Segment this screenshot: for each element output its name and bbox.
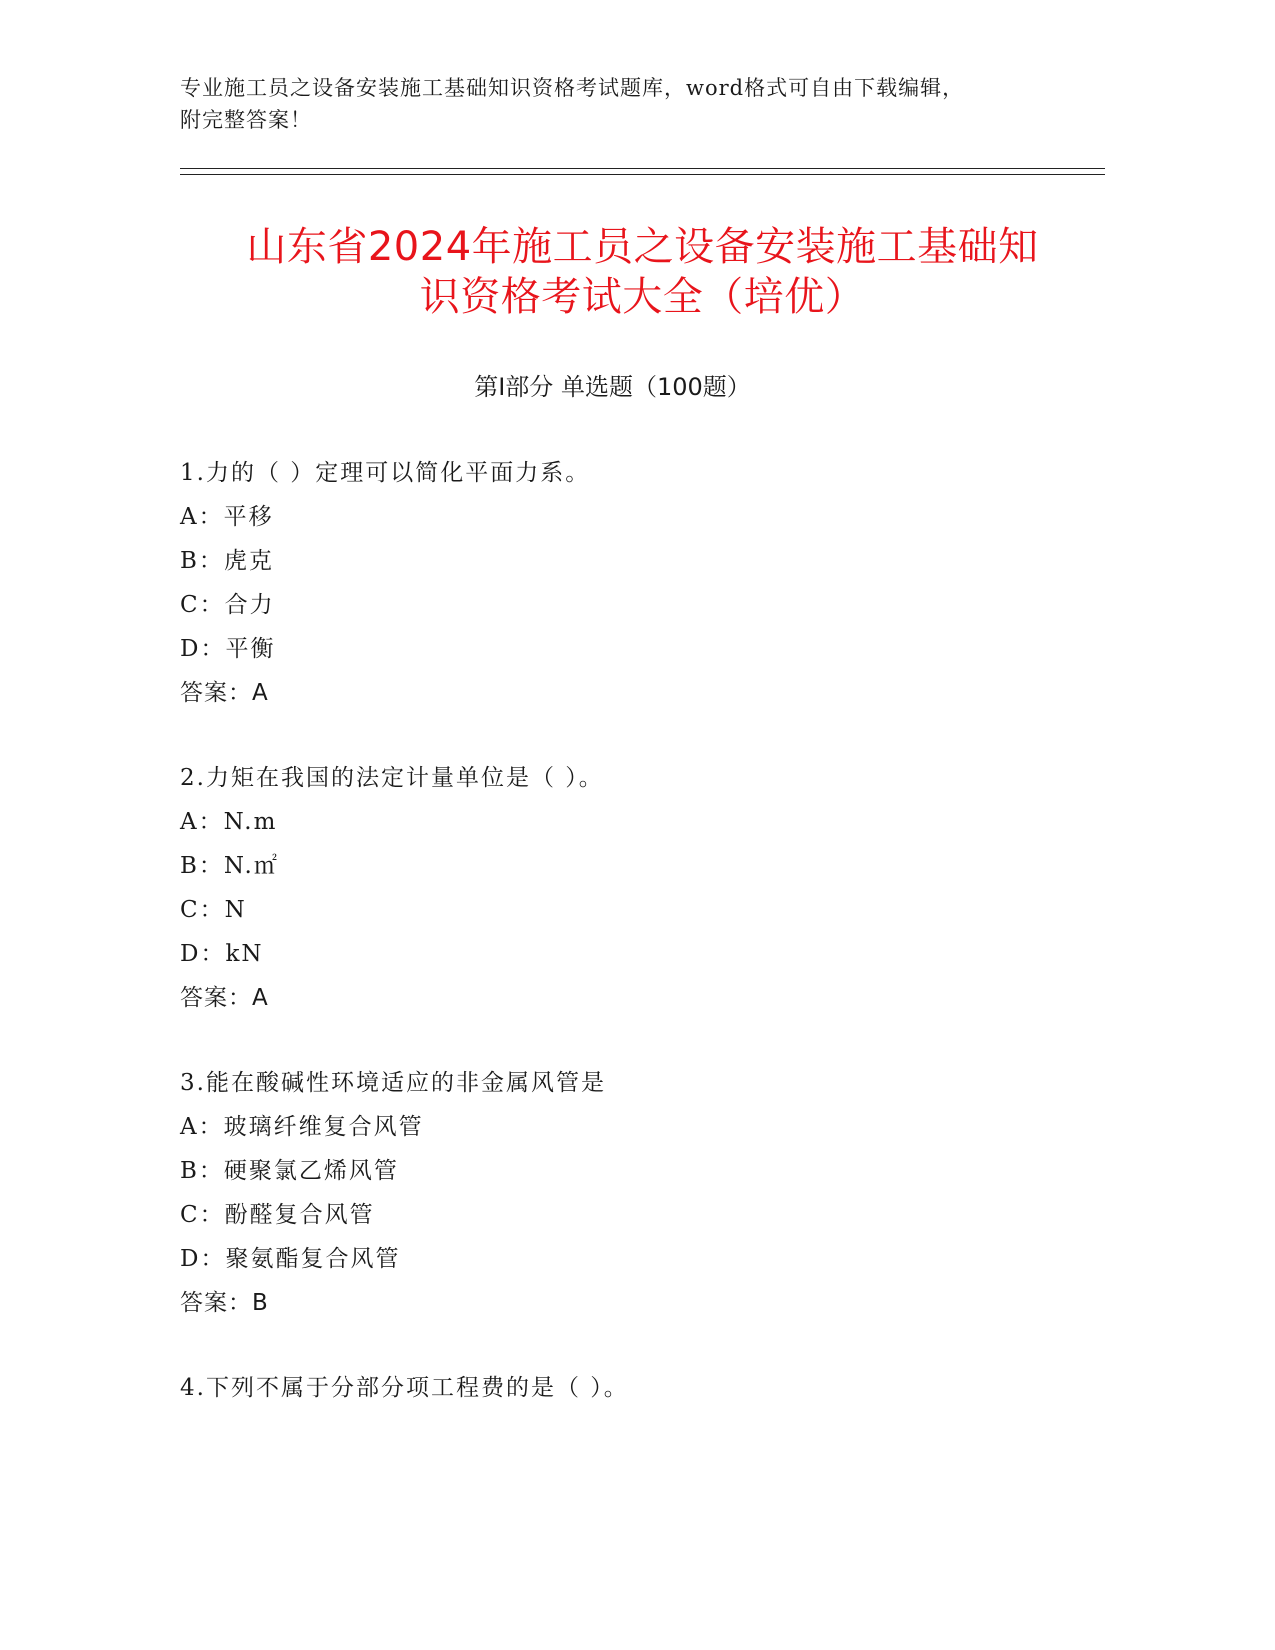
document-title-line2: 识资格考试大全（培优） xyxy=(419,274,866,320)
header-note xyxy=(180,72,1100,136)
answer: 答案：B xyxy=(180,1290,269,1316)
option-a: A：N.m xyxy=(180,809,278,835)
option-a: A：玻璃纤维复合风管 xyxy=(180,1114,424,1140)
question-stem: 1.力的（ ）定理可以简化平面力系。 xyxy=(180,460,591,486)
option-c: C：酚醛复合风管 xyxy=(180,1202,375,1228)
option-b: B：虎克 xyxy=(180,548,274,574)
document-title xyxy=(180,222,1105,322)
option-c: C：N xyxy=(180,897,247,923)
question-2 xyxy=(180,763,1080,1027)
option-a: A：平移 xyxy=(180,504,274,530)
question-4 xyxy=(180,1373,1080,1417)
question-3 xyxy=(180,1068,1080,1332)
section-title: 第Ⅰ部分 单选题（100题） xyxy=(474,373,751,401)
question-stem: 3.能在酸碱性环境适应的非金属风管是 xyxy=(180,1070,606,1096)
option-b: B：硬聚氯乙烯风管 xyxy=(180,1158,399,1184)
option-d: D：平衡 xyxy=(180,636,276,662)
question-stem: 2.力矩在我国的法定计量单位是（ ）。 xyxy=(180,765,604,791)
answer: 答案：A xyxy=(180,680,269,706)
option-c: C：合力 xyxy=(180,592,275,618)
header-divider-bottom xyxy=(180,174,1105,175)
answer: 答案：A xyxy=(180,985,269,1011)
option-d: D：聚氨酯复合风管 xyxy=(180,1246,401,1272)
header-divider-top xyxy=(180,168,1105,169)
question-stem: 4.下列不属于分部分项工程费的是（ ）。 xyxy=(180,1375,629,1401)
option-b: B：N.㎡ xyxy=(180,853,279,879)
option-d: D：kN xyxy=(180,941,264,967)
header-note-line2: 附完整答案！ xyxy=(180,108,312,132)
document-title-line1: 山东省2024年施工员之设备安装施工基础知 xyxy=(246,224,1039,270)
header-note-line1: 专业施工员之设备安装施工基础知识资格考试题库，word格式可自由下载编辑， xyxy=(180,76,965,100)
question-1 xyxy=(180,458,1080,722)
